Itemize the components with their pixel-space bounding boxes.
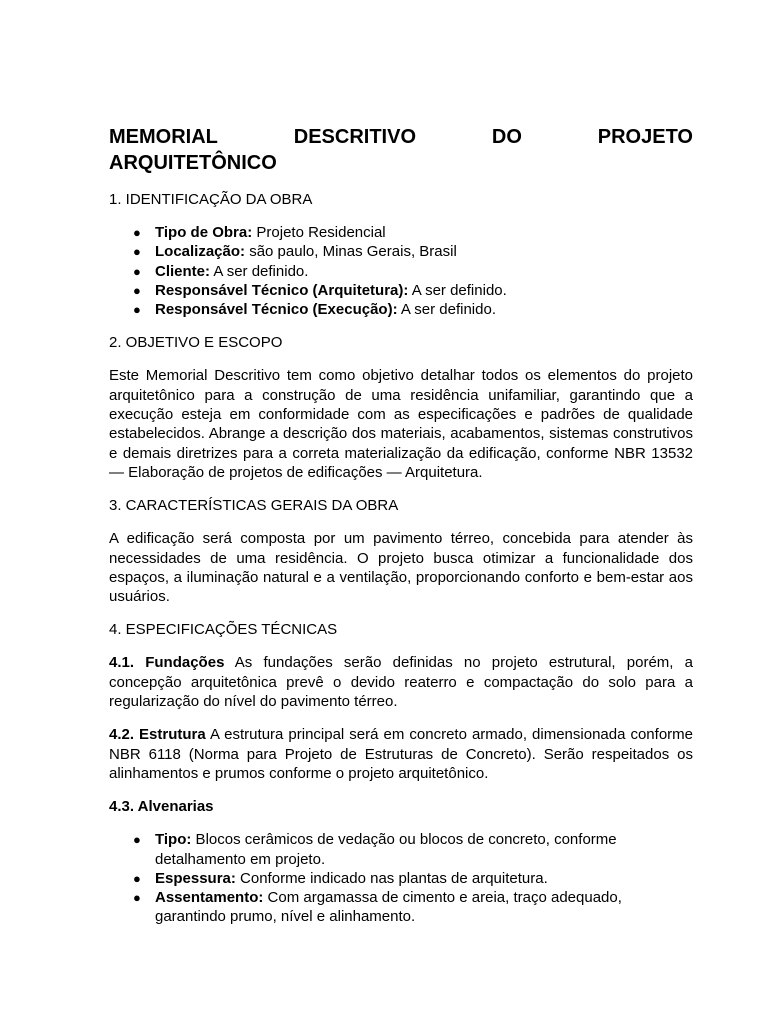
title-word: PROJETO <box>597 126 693 148</box>
section-heading-especificacoes: 4. ESPECIFICAÇÕES TÉCNICAS <box>109 621 338 639</box>
list-item <box>109 242 693 261</box>
item-label: Localização: <box>155 243 246 261</box>
item-value: A ser definido. <box>408 281 507 299</box>
item-value: A ser definido. <box>397 301 496 319</box>
title-word: DO <box>491 126 522 148</box>
alvenarias-list <box>109 830 693 926</box>
caracteristicas-paragraph: A edificação será composta por um pavimento térreo, concebida para atender às necessidades de uma residência. O projeto busca otimizar a funcionalidade dos espaços, a iluminação natural e a ventilação, proporcionando conforto e bem-estar aos usuários. <box>109 530 693 606</box>
item-value: Conforme indicado nas plantas de arquitetura. <box>235 869 548 887</box>
item-label: Responsável Técnico (Arquitetura): <box>155 281 409 299</box>
item-value: Blocos cerâmicos de vedação ou blocos de concreto, conforme detalhamento em projeto. <box>155 831 617 868</box>
item-label: Assentamento: <box>155 889 264 907</box>
bullet-icon: ● <box>133 870 141 886</box>
objetivo-paragraph: Este Memorial Descritivo tem como objetivo detalhar todos os elementos do projeto arquitetônico para a construção de uma residência unifamiliar, garantindo que a execução esteja em conformidade com as especificações e padrões de qualidade estabelecidos. Abrange a descrição dos materiais, acabamentos, sistemas construtivos e demais diretrizes para a correta materialização da edificação, conforme NBR 13532 — Elaboração de projetos de edificações — Arquitetura. <box>109 367 693 481</box>
list-item <box>109 223 693 242</box>
title-line-1 <box>109 124 693 150</box>
item-label: Cliente: <box>155 262 211 280</box>
identificacao-list <box>109 223 693 319</box>
list-item <box>109 300 693 319</box>
section-heading-caracteristicas: 3. CARACTERÍSTICAS GERAIS DA OBRA <box>109 497 399 515</box>
document-page <box>109 124 693 941</box>
bullet-icon: ● <box>133 302 141 318</box>
item-value: Com argamassa de cimento e areia, traço adequado, garantindo prumo, nível e alinhamento. <box>155 889 622 926</box>
bullet-icon: ● <box>133 244 141 260</box>
item-label: Responsável Técnico (Execução): <box>155 301 398 319</box>
item-label: Tipo: <box>155 831 192 849</box>
item-value: são paulo, Minas Gerais, Brasil <box>245 243 457 261</box>
alvenarias-heading: 4.3. Alvenarias <box>109 798 214 816</box>
section-heading-identificacao: 1. IDENTIFICAÇÃO DA OBRA <box>109 191 313 208</box>
item-label: Espessura: <box>155 869 236 887</box>
fundacoes-body: As fundações serão definidas no projeto estrutural, porém, a concepção arquitetônica prevê o devido reaterro e compactação do solo para a regularização do nível do pavimento térreo. <box>109 654 694 711</box>
item-value: Projeto Residencial <box>252 224 386 241</box>
list-item <box>109 888 693 927</box>
bullet-icon: ● <box>133 832 141 848</box>
section-heading-objetivo: 2. OBJETIVO E ESCOPO <box>109 334 283 352</box>
bullet-icon: ● <box>133 890 141 906</box>
item-label: Tipo de Obra: <box>155 224 253 241</box>
title-line-2: ARQUITETÔNICO <box>109 152 277 174</box>
bullet-icon: ● <box>133 282 141 298</box>
document-title <box>109 124 693 176</box>
fundacoes-paragraph <box>109 653 693 711</box>
list-item <box>109 830 693 869</box>
item-value: A ser definido. <box>210 262 309 280</box>
estrutura-paragraph <box>109 725 693 783</box>
fundacoes-label: 4.1. Fundações <box>109 654 225 672</box>
title-word: MEMORIAL <box>109 126 218 148</box>
estrutura-label: 4.2. Estrutura <box>109 726 206 744</box>
title-word: DESCRITIVO <box>293 126 417 148</box>
bullet-icon: ● <box>133 225 141 240</box>
estrutura-body: A estrutura principal será em concreto armado, dimensionada conforme NBR 6118 (Norma para Projeto de Estruturas de Concreto). Serão respeitados os alinhamentos e prumos conforme o projeto arquitetônico. <box>109 726 693 782</box>
list-item <box>109 281 693 300</box>
list-item <box>109 869 693 888</box>
list-item <box>109 262 693 281</box>
bullet-icon: ● <box>133 263 141 279</box>
